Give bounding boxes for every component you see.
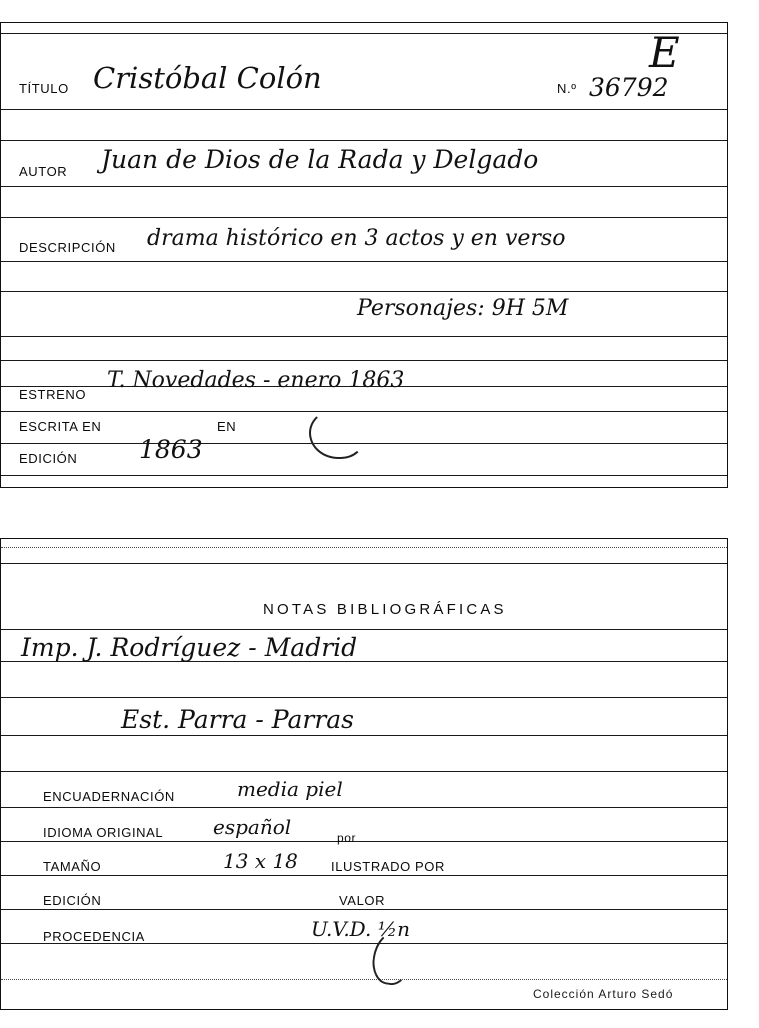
value-encuadernacion: media piel: [237, 777, 343, 801]
value-tamano: 13 x 18: [223, 849, 298, 873]
card-rule: [1, 261, 727, 262]
label-autor: AUTOR: [19, 164, 68, 179]
value-personajes: Personajes: 9H 5M: [357, 296, 569, 321]
ink-smudge: [309, 409, 365, 459]
label-en: EN: [217, 419, 237, 434]
card-rule: [1, 563, 727, 564]
value-descripcion: drama histórico en 3 actos y en verso: [147, 226, 566, 251]
card-rule: [1, 841, 727, 842]
card-rule: [1, 411, 727, 412]
label-valor: VALOR: [339, 893, 386, 908]
card-rule: [1, 33, 727, 34]
card-rule: [1, 807, 727, 808]
note-establecimiento: Est. Parra - Parras: [121, 705, 355, 734]
catalog-card-back: [0, 538, 728, 1010]
card-rule: [1, 186, 727, 187]
card-rule: [1, 875, 727, 876]
label-edicion: EDICIÓN: [19, 451, 78, 466]
card-rule: [1, 475, 727, 476]
card-rule: [1, 140, 727, 141]
value-procedencia: U.V.D. ½n: [311, 917, 410, 941]
card-rule: [1, 771, 727, 772]
card-rule: [1, 909, 727, 910]
catalog-card-front: [0, 22, 728, 488]
card-rule: [1, 291, 727, 292]
value-titulo: Cristóbal Colón: [93, 61, 322, 95]
card-rule: [1, 547, 727, 548]
value-numero: 36792: [589, 73, 669, 102]
label-estreno: ESTRENO: [19, 387, 87, 402]
card-rule: [1, 336, 727, 337]
shelf-mark-letter: E: [649, 28, 680, 77]
card-rule: [1, 697, 727, 698]
card-rule: [1, 109, 727, 110]
card-rule: [1, 629, 727, 630]
card-rule: [1, 735, 727, 736]
card-rule: [1, 979, 727, 980]
label-escrita-en: ESCRITA EN: [19, 419, 102, 434]
label-por: por: [337, 831, 357, 845]
collection-credit: Colección Arturo Sedó: [533, 987, 674, 1001]
value-edicion: 1863: [139, 435, 203, 464]
value-estreno: T. Novedades - enero 1863: [107, 368, 405, 393]
label-descripcion: DESCRIPCIÓN: [19, 240, 116, 255]
value-idioma-original: español: [213, 815, 292, 839]
card-rule: [1, 360, 727, 361]
note-imprenta: Imp. J. Rodríguez - Madrid: [21, 633, 358, 662]
label-titulo: TÍTULO: [19, 81, 69, 96]
label-edicion-back: EDICIÓN: [43, 893, 102, 908]
label-encuadernacion: ENCUADERNACIÓN: [43, 789, 175, 804]
label-idioma-original: IDIOMA ORIGINAL: [43, 825, 164, 840]
label-tamano: TAMAÑO: [43, 859, 102, 874]
label-numero: N.º: [557, 81, 577, 96]
value-autor: Juan de Dios de la Rada y Delgado: [101, 145, 539, 174]
section-heading-notas-bibliograficas: NOTAS BIBLIOGRÁFICAS: [263, 601, 507, 618]
label-ilustrado-por: ILUSTRADO POR: [331, 859, 445, 874]
card-rule: [1, 217, 727, 218]
label-procedencia: PROCEDENCIA: [43, 929, 145, 944]
